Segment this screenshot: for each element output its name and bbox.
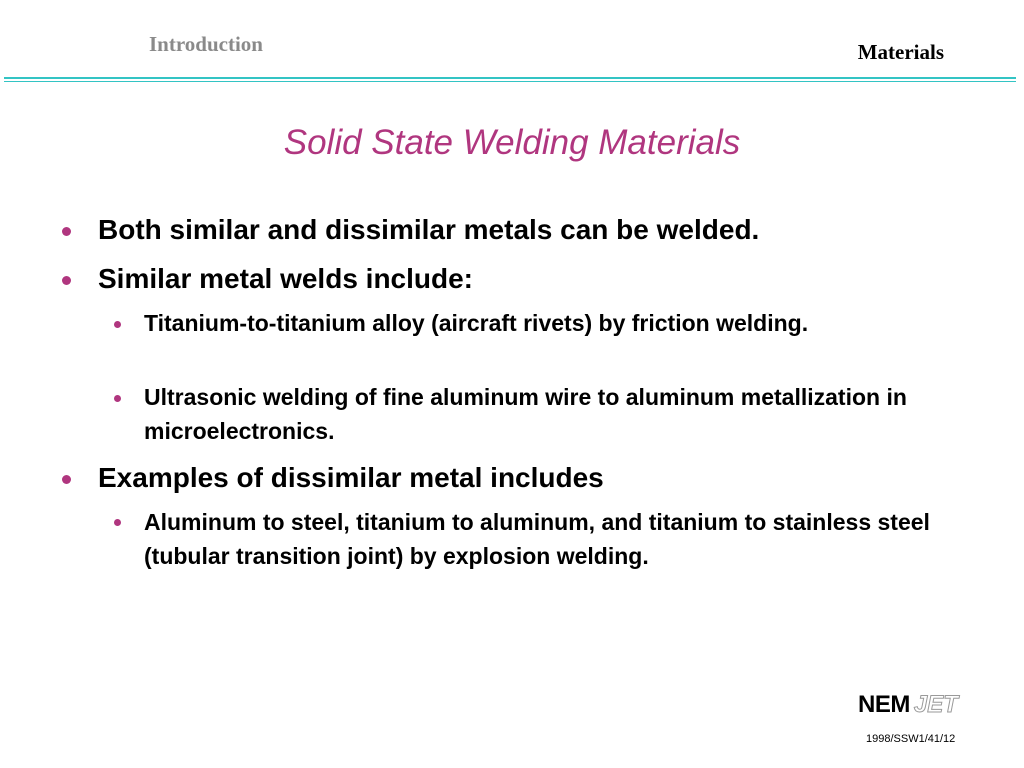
- bullet-item: Similar metal welds include:: [98, 263, 474, 294]
- sub-bullet-item: Ultrasonic welding of fine aluminum wire to aluminum metallization in microelectronics.: [144, 384, 907, 444]
- sub-bullet-item: Titanium-to-titanium alloy (aircraft rivets) by friction welding.: [144, 310, 809, 336]
- nemjet-logo: [858, 690, 958, 720]
- slide-code: 1998/SSW1/41/12: [866, 733, 956, 745]
- logo-nem-text: NEM: [858, 691, 910, 718]
- sub-bullet-icon: [114, 519, 121, 526]
- sub-bullet-icon: [114, 395, 121, 402]
- header-section-label: Introduction: [149, 32, 263, 56]
- bullet-item: Both similar and dissimilar metals can be welded.: [98, 214, 760, 245]
- bullet-icon: [62, 475, 71, 484]
- slide-title: Solid State Welding Materials: [283, 123, 741, 162]
- bullet-icon: [62, 227, 71, 236]
- sub-bullet-icon: [114, 321, 121, 328]
- logo-jet-text: JET: [913, 691, 958, 718]
- bullet-icon: [62, 276, 71, 285]
- bullet-item: Examples of dissimilar metal includes: [98, 462, 604, 493]
- sub-bullet-item: Aluminum to steel, titanium to aluminum, and titanium to stainless steel (tubular transition joint) by explosion welding.: [144, 509, 930, 569]
- header-topic-label: Materials: [857, 40, 944, 64]
